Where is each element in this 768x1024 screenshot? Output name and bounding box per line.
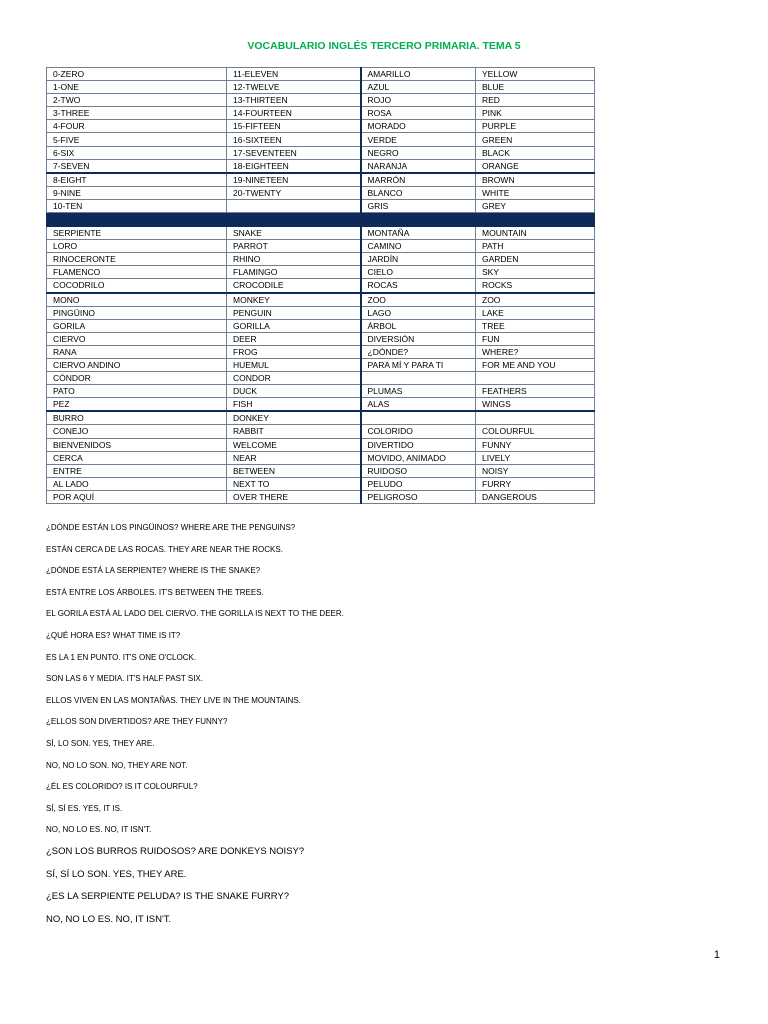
table-cell: RABBIT	[227, 425, 361, 438]
sentence-line: NO, NO LO SON. NO, THEY ARE NOT.	[46, 760, 188, 770]
table-cell: CIELO	[361, 266, 476, 279]
table-cell: 4-FOUR	[47, 120, 227, 133]
table-cell: AL LADO	[47, 477, 227, 490]
sentence-line: NO, NO LO ES. NO, IT ISN'T.	[46, 825, 152, 835]
table-cell: BLANCO	[361, 186, 476, 199]
table-row	[47, 332, 595, 345]
table-cell	[476, 372, 595, 385]
table-row	[47, 425, 595, 438]
table-row	[47, 227, 595, 240]
table-cell: PELIGROSO	[361, 490, 476, 503]
table-cell: FROG	[227, 345, 361, 358]
table-cell: ENTRE	[47, 464, 227, 477]
table-cell: 12-TWELVE	[227, 81, 361, 94]
table-cell: MARRÓN	[361, 173, 476, 187]
table-cell: ZOO	[476, 293, 595, 307]
table-cell: CIERVO	[47, 332, 227, 345]
table-row	[47, 253, 595, 266]
table-row	[47, 477, 595, 490]
table-cell: PARROT	[227, 240, 361, 253]
table-cell: CIERVO ANDINO	[47, 358, 227, 371]
table-cell: CAMINO	[361, 240, 476, 253]
sentence-line: SÍ, SÍ LO SON. YES, THEY ARE.	[46, 868, 187, 880]
table-cell: RUIDOSO	[361, 464, 476, 477]
document-title: VOCABULARIO INGLÉS TERCERO PRIMARIA. TEMA 5	[247, 40, 521, 52]
table-row	[47, 451, 595, 464]
table-cell: JARDÍN	[361, 253, 476, 266]
table-row	[47, 358, 595, 371]
table-cell: RINOCERONTE	[47, 253, 227, 266]
table-row	[47, 133, 595, 146]
table-cell: WHITE	[476, 186, 595, 199]
section-divider	[47, 213, 595, 227]
table-cell: YELLOW	[476, 68, 595, 81]
table-row	[47, 438, 595, 451]
table-cell: FURRY	[476, 477, 595, 490]
table-cell: NARANJA	[361, 159, 476, 173]
table-cell: FISH	[227, 398, 361, 412]
table-row	[47, 240, 595, 253]
table-cell: LORO	[47, 240, 227, 253]
table-row	[47, 107, 595, 120]
table-row	[47, 345, 595, 358]
table-cell: WHERE?	[476, 345, 595, 358]
table-cell: CERCA	[47, 451, 227, 464]
table-cell: BURRO	[47, 411, 227, 425]
table-row	[47, 319, 595, 332]
sentence-line: ¿ÉL ES COLORIDO? IS IT COLOURFUL?	[46, 782, 198, 792]
table-cell: PATH	[476, 240, 595, 253]
table-cell: DANGEROUS	[476, 490, 595, 503]
table-cell: BLACK	[476, 146, 595, 159]
table-cell: PARA MÍ Y PARA TI	[361, 358, 476, 371]
table-cell: MONKEY	[227, 293, 361, 307]
table-cell: MOUNTAIN	[476, 227, 595, 240]
table-row	[47, 279, 595, 293]
table-cell: BETWEEN	[227, 464, 361, 477]
table-cell: 11-ELEVEN	[227, 68, 361, 81]
table-cell: MONO	[47, 293, 227, 307]
table-cell: SERPIENTE	[47, 227, 227, 240]
table-cell: AZUL	[361, 81, 476, 94]
sentence-line: EL GORILA ESTÁ AL LADO DEL CIERVO. THE GORILLA IS NEXT TO THE DEER.	[46, 609, 344, 619]
table-cell: VERDE	[361, 133, 476, 146]
table-cell: 14-FOURTEEN	[227, 107, 361, 120]
table-cell: CROCODILE	[227, 279, 361, 293]
sentence-line: ¿QUÉ HORA ES? WHAT TIME IS IT?	[46, 630, 181, 640]
table-cell	[361, 411, 476, 425]
table-cell	[227, 199, 361, 212]
sentence-line: ¿DÓNDE ESTÁ LA SERPIENTE? WHERE IS THE SNAKE?	[46, 566, 261, 576]
table-cell: POR AQUÍ	[47, 490, 227, 503]
table-cell: LAKE	[476, 306, 595, 319]
sentence-line: ESTÁ ENTRE LOS ÁRBOLES. IT'S BETWEEN THE TREES.	[46, 587, 264, 597]
table-cell: FUNNY	[476, 438, 595, 451]
table-cell: 20-TWENTY	[227, 186, 361, 199]
table-cell: FOR ME AND YOU	[476, 358, 595, 371]
table-row	[47, 81, 595, 94]
table-row	[47, 490, 595, 503]
table-cell: RED	[476, 94, 595, 107]
table-cell: PATO	[47, 385, 227, 398]
table-cell: RHINO	[227, 253, 361, 266]
table-cell: GRIS	[361, 199, 476, 212]
table-cell: BIENVENIDOS	[47, 438, 227, 451]
table-cell: 9-NINE	[47, 186, 227, 199]
table-cell: NOISY	[476, 464, 595, 477]
table-cell: 2-TWO	[47, 94, 227, 107]
table-cell: 13-THIRTEEN	[227, 94, 361, 107]
table-cell: PURPLE	[476, 120, 595, 133]
table-row	[47, 372, 595, 385]
table-cell: PINGÜINO	[47, 306, 227, 319]
table-row	[47, 120, 595, 133]
table-cell: COLOURFUL	[476, 425, 595, 438]
table-cell: COCODRILO	[47, 279, 227, 293]
table-cell: 1-ONE	[47, 81, 227, 94]
table-cell: DIVERSIÓN	[361, 332, 476, 345]
table-row	[47, 173, 595, 187]
table-row	[47, 306, 595, 319]
sentence-line: ES LA 1 EN PUNTO. IT'S ONE O'CLOCK.	[46, 652, 197, 662]
table-row	[47, 398, 595, 412]
table-row	[47, 68, 595, 81]
table-cell: 19-NINETEEN	[227, 173, 361, 187]
table-cell: FLAMENCO	[47, 266, 227, 279]
table-cell: WINGS	[476, 398, 595, 412]
table-cell: 17-SEVENTEEN	[227, 146, 361, 159]
page-number: 1	[713, 949, 720, 961]
table-row	[47, 266, 595, 279]
table-row	[47, 293, 595, 307]
table-cell: ¿DÓNDE?	[361, 345, 476, 358]
table-cell: ÁRBOL	[361, 319, 476, 332]
sentence-line: ¿SON LOS BURROS RUIDOSOS? ARE DONKEYS NOISY?	[46, 845, 305, 857]
table-cell: PLUMAS	[361, 385, 476, 398]
sentence-line: ¿ELLOS SON DIVERTIDOS? ARE THEY FUNNY?	[46, 717, 228, 727]
table-row	[47, 385, 595, 398]
table-cell: AMARILLO	[361, 68, 476, 81]
table-cell: MORADO	[361, 120, 476, 133]
table-cell: CÓNDOR	[47, 372, 227, 385]
vocabulary-table	[46, 67, 595, 504]
table-cell: MOVIDO, ANIMADO	[361, 451, 476, 464]
table-cell: COLORIDO	[361, 425, 476, 438]
table-row	[47, 186, 595, 199]
table-cell: BLUE	[476, 81, 595, 94]
table-cell: ROSA	[361, 107, 476, 120]
table-cell: OVER THERE	[227, 490, 361, 503]
table-cell: NEXT TO	[227, 477, 361, 490]
table-cell: SKY	[476, 266, 595, 279]
table-cell: GARDEN	[476, 253, 595, 266]
table-cell: MONTAÑA	[361, 227, 476, 240]
table-cell: ORANGE	[476, 159, 595, 173]
table-cell: 8-EIGHT	[47, 173, 227, 187]
table-cell: SNAKE	[227, 227, 361, 240]
table-cell: PEZ	[47, 398, 227, 412]
table-row	[47, 464, 595, 477]
table-cell: ROJO	[361, 94, 476, 107]
table-cell: DONKEY	[227, 411, 361, 425]
sentence-line: ¿ES LA SERPIENTE PELUDA? IS THE SNAKE FURRY?	[46, 891, 290, 903]
table-cell: 15-FIFTEEN	[227, 120, 361, 133]
table-cell: LAGO	[361, 306, 476, 319]
table-cell: PELUDO	[361, 477, 476, 490]
table-cell: NEGRO	[361, 146, 476, 159]
table-cell: FUN	[476, 332, 595, 345]
table-cell: RANA	[47, 345, 227, 358]
table-cell: HUEMUL	[227, 358, 361, 371]
table-cell: 10-TEN	[47, 199, 227, 212]
table-cell: CONEJO	[47, 425, 227, 438]
example-sentences	[46, 521, 726, 935]
table-cell: 7-SEVEN	[47, 159, 227, 173]
table-cell: GORILLA	[227, 319, 361, 332]
table-cell	[476, 411, 595, 425]
table-cell: 5-FIVE	[47, 133, 227, 146]
table-cell: ROCAS	[361, 279, 476, 293]
table-cell: FEATHERS	[476, 385, 595, 398]
table-cell: 6-SIX	[47, 146, 227, 159]
sentence-line: ESTÁN CERCA DE LAS ROCAS. THEY ARE NEAR THE ROCKS.	[46, 544, 283, 554]
table-cell: FLAMINGO	[227, 266, 361, 279]
table-cell: ZOO	[361, 293, 476, 307]
sentence-line: ¿DÓNDE ESTÁN LOS PINGÜINOS? WHERE ARE THE PENGUINS?	[46, 523, 296, 532]
table-row	[47, 94, 595, 107]
table-cell: ROCKS	[476, 279, 595, 293]
table-cell: 3-THREE	[47, 107, 227, 120]
table-row	[47, 199, 595, 212]
sentence-line: SÍ, LO SON. YES, THEY ARE.	[46, 738, 155, 748]
table-cell: DUCK	[227, 385, 361, 398]
sentence-line: ELLOS VIVEN EN LAS MONTAÑAS. THEY LIVE IN THE MOUNTAINS.	[46, 695, 301, 705]
table-row	[47, 159, 595, 173]
table-cell: CONDOR	[227, 372, 361, 385]
table-cell: GREEN	[476, 133, 595, 146]
table-cell	[361, 372, 476, 385]
table-cell: 18-EIGHTEEN	[227, 159, 361, 173]
table-cell: GORILA	[47, 319, 227, 332]
table-cell: PENGUIN	[227, 306, 361, 319]
table-cell: NEAR	[227, 451, 361, 464]
table-cell: DEER	[227, 332, 361, 345]
table-cell: 0-ZERO	[47, 68, 227, 81]
sentence-line: SON LAS 6 Y MEDIA. IT'S HALF PAST SIX.	[46, 674, 203, 684]
table-cell: ALAS	[361, 398, 476, 412]
table-cell: GREY	[476, 199, 595, 212]
table-row	[47, 146, 595, 159]
table-cell: WELCOME	[227, 438, 361, 451]
table-row	[47, 411, 595, 425]
table-cell: TREE	[476, 319, 595, 332]
sentence-line: NO, NO LO ES. NO, IT ISN'T.	[46, 913, 172, 925]
table-cell: LIVELY	[476, 451, 595, 464]
table-cell: BROWN	[476, 173, 595, 187]
table-cell: PINK	[476, 107, 595, 120]
table-cell: DIVERTIDO	[361, 438, 476, 451]
table-cell: 16-SIXTEEN	[227, 133, 361, 146]
sentence-line: SÍ, SÍ ES. YES, IT IS.	[46, 803, 123, 813]
